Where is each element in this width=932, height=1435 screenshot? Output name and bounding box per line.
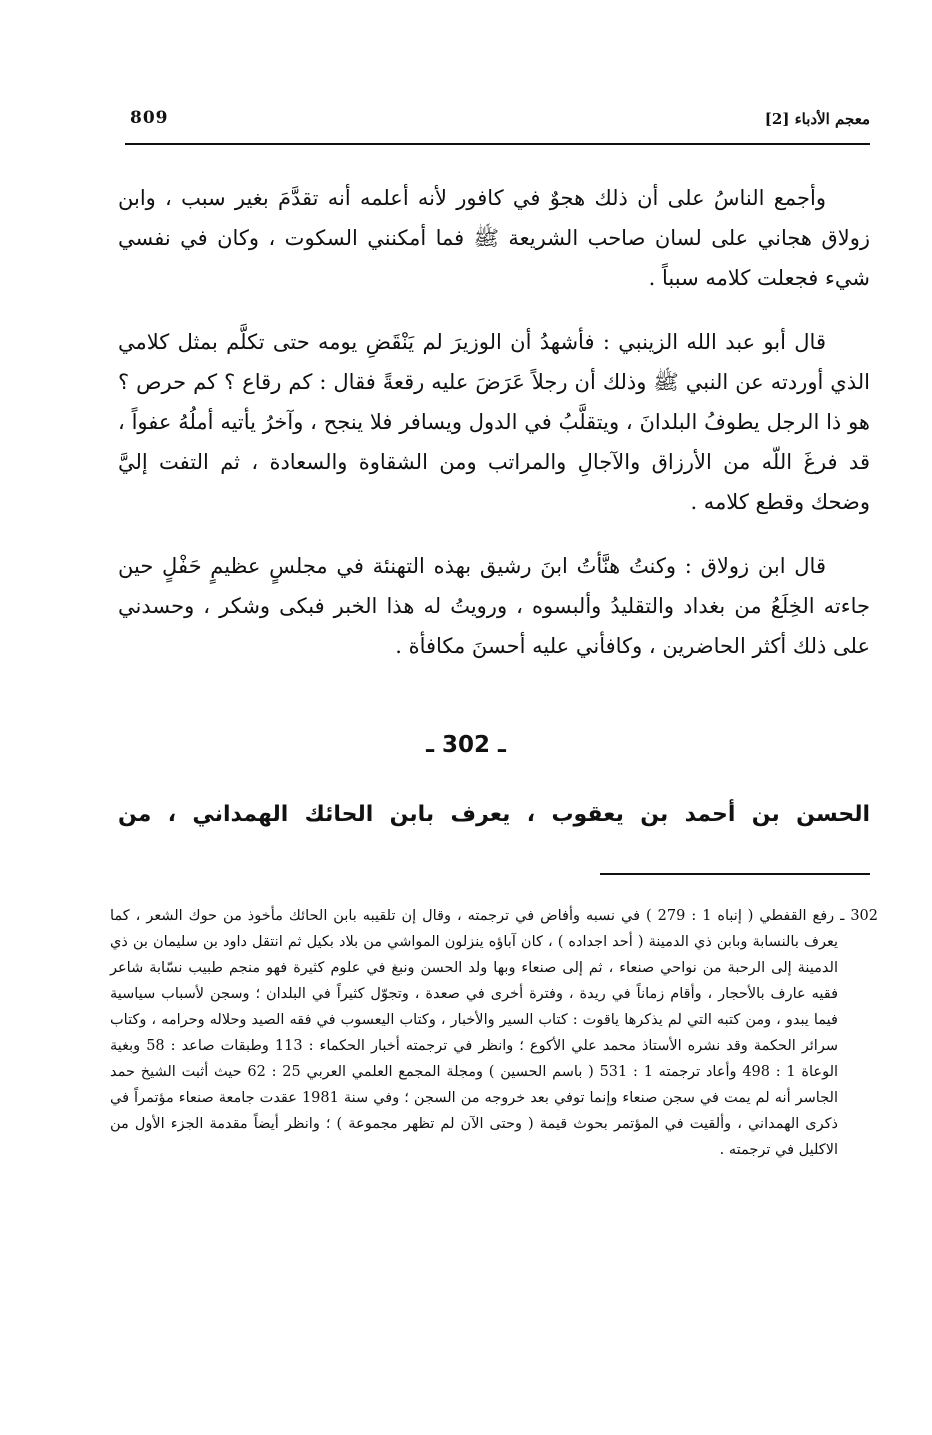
footnote-text: 302 ـ رفع القفطي ( إنباه 1 : 279 ) في نسبه وأفاض في ترجمته ، وقال إن تلقيبه بابن الحائك مأخوذ من حوك الشعر ، كما يعرف بالنسابة وبابن ذي الدمينة ( أحد اجداده ) ، كان آباؤه ينزلون المواشي من بلاد بكيل ثم انتقل داود بن سليمان بن ذي الدمينة إلى الرحبة من نواحي صنعاء ، ثم إلى صنعاء وبها ولد الحسن ونبغ في علوم كثيرة فهو منجم طبيب نسّابة شاعر فقيه عارف بالأحجار ، وأقام زماناً في ريدة ، وفترة أخرى في صعدة ، وتجوّل كثيراً في البلدان ؛ وسجن لأسباب سياسية فيما يبدو ، ومن كتبه التي لم يذكرها ياقوت : كتاب السير والأخبار ، وكتاب اليعسوب في فقه الصيد وحلاله وحرامه ، وكتاب سرائر الحكمة وقد نشره الأستاذ محمد علي الأكوع ؛ وانظر في ترجمته أخبار الحكماء : 113 وطبقات صاعد : 58 وبغية الوعاة 1 : 498 وأعاد ترجمته 1 : 531 ( باسم الحسين ) ومجلة المجمع العلمي العربي 25 : 62 حيث أثبت الشيخ حمد الجاسر أنه لم يمت في سجن صنعاء وإنما توفي بعد خروجه من السجن ؛ وفي سنة 1981 عقدت جامعة صنعاء مؤتمراً في ذكرى الهمداني ، وألقيت في المؤتمر بحوث قيمة ( وحتى الآن لم تظهر مجموعة ) ؛ وانظر أيضاً مقدمة الجزء الأول من الاكليل في ترجمته . xyxy=(110,908,879,1158)
running-header xyxy=(125,108,870,144)
header-title: معجم الأدباء [2] xyxy=(764,110,870,128)
page-number: 809 xyxy=(130,108,169,128)
paragraph-1: وأجمع الناسُ على أن ذلك هجوٌ في كافور لأنه أعلمه أنه تقدَّمَ بغير سبب ، وابن زولاق هجاني على لسان صاحب الشريعة ﷺ فما أمكنني السكوت ، وكان في نفسي شيء فجعلت كلامه سبباً . xyxy=(118,186,870,290)
header-rule xyxy=(125,143,870,145)
entry-number: ـ 302 ـ xyxy=(426,732,506,758)
main-text xyxy=(118,178,870,690)
entry-title: الحسن بن أحمد بن يعقوب ، يعرف بابن الحائك الهمداني ، من xyxy=(118,802,870,827)
paragraph-3: قال ابن زولاق : وكنتُ هنَّأتُ ابنَ رشيق بهذه التهنئة في مجلسٍ عظيمٍ حَفْلٍ حين جاءته الخِلَعُ من بغداد والتقليدُ وألبسوه ، ورويتُ له هذا الخبر فبكى وشكر ، وحسدني على ذلك أكثر الحاضرين ، وكافأني عليه أحسنَ مكافأة . xyxy=(118,554,870,658)
footnote-rule xyxy=(600,873,870,875)
paragraph-2: قال أبو عبد الله الزينبي : فأشهدُ أن الوزيرَ لم يَنْقَضِ يومه حتى تكلَّم بمثل كلامي الذي أوردته عن النبي ﷺ وذلك أن رجلاً عَرَضَ عليه رقعةً فقال : كم رقاع ؟ كم حرص ؟ هو ذا الرجل يطوفُ البلدانَ ، ويتقلَّبُ في الدول ويسافر فلا ينجح ، وآخرُ يأتيه أملُهُ عفواً ، قد فرغَ اللّه من الأرزاق والآجالِ والمراتب ومن الشقاوة والسعادة ، ثم التفت إليَّ وضحك وقطع كلامه . xyxy=(118,330,870,514)
footnote xyxy=(110,903,878,1163)
